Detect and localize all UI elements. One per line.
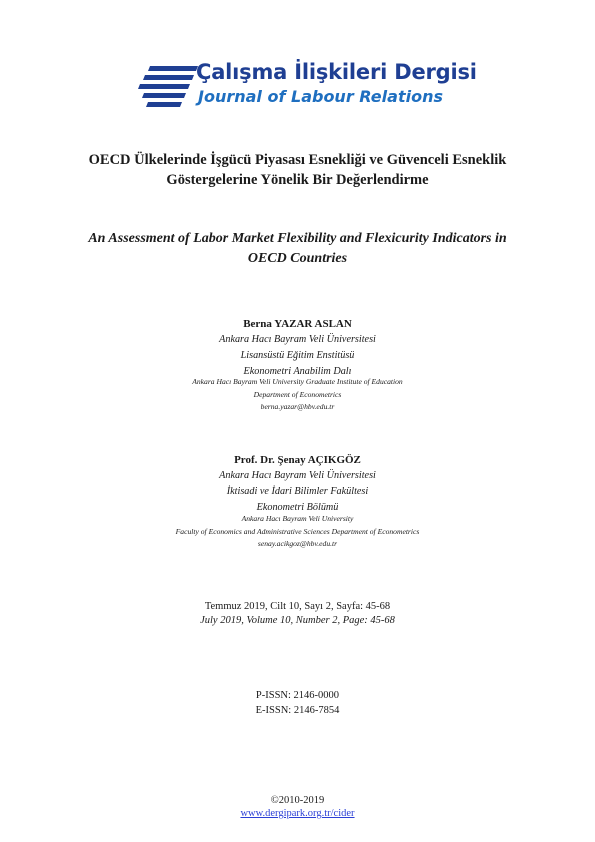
author-email: berna.yazar@hbv.edu.tr — [260, 402, 335, 411]
affiliation-line: Ankara Hacı Bayram Veli University — [241, 514, 354, 523]
affiliation-line: Ankara Hacı Bayram Veli Üniversitesi — [219, 334, 376, 345]
journal-title-en: Journal of Labour Relations — [198, 87, 443, 106]
journal-url-link[interactable]: www.dergipark.org.tr/cider — [240, 808, 355, 819]
author-name: Prof. Dr. Şenay AÇIKGÖZ — [234, 454, 361, 466]
author-affiliation-tr — [0, 468, 595, 516]
author-affiliation-tr — [0, 332, 595, 380]
affiliation-line: Department of Econometrics — [253, 389, 342, 399]
copyright: ©2010-2019 — [270, 795, 325, 806]
stripes-logo-icon — [136, 66, 198, 108]
article-title-turkish — [0, 150, 595, 190]
issue-info-en: July 2019, Volume 10, Number 2, Page: 45-68 — [200, 615, 395, 626]
article-title-english — [0, 229, 595, 269]
journal-logo — [136, 58, 477, 110]
title-en-line: An Assessment of Labor Market Flexibility and Flexicurity Indicators in — [88, 231, 507, 246]
author-name: Berna YAZAR ASLAN — [243, 318, 352, 330]
author-affiliation-en — [0, 513, 595, 551]
title-tr-line: Göstergelerine Yönelik Bir Değerlendirme — [166, 172, 429, 188]
print-issn: P-ISSN: 2146-0000 — [255, 690, 340, 701]
journal-url-container — [0, 808, 595, 819]
title-en-line: OECD Countries — [247, 251, 348, 266]
journal-title-tr: Çalışma İlişkileri Dergisi — [196, 60, 477, 84]
affiliation-line: Ankara Hacı Bayram Veli University Graduate Institute of Education — [192, 377, 403, 386]
affiliation-line: İktisadi ve İdari Bilimler Fakültesi — [226, 486, 369, 497]
affiliation-line: Lisansüstü Eğitim Enstitüsü — [240, 350, 355, 361]
affiliation-line: Faculty of Economics and Administrative Sciences Department of Econometrics — [175, 526, 420, 536]
issn-block — [0, 688, 595, 718]
issue-info-tr: Temmuz 2019, Cilt 10, Sayı 2, Sayfa: 45-68 — [204, 601, 391, 612]
title-tr-line: OECD Ülkelerinde İşgücü Piyasası Esnekliği ve Güvenceli Esneklik — [88, 152, 507, 168]
author-affiliation-en — [0, 376, 595, 414]
author-email: senay.acikgoz@hbv.edu.tr — [257, 539, 338, 548]
affiliation-line: Ekonometri Bölümü — [256, 502, 339, 513]
affiliation-line: Ankara Hacı Bayram Veli Üniversitesi — [219, 470, 376, 481]
electronic-issn: E-ISSN: 2146-7854 — [255, 705, 340, 716]
affiliation-line: Ekonometri Anabilim Dalı — [243, 366, 352, 377]
